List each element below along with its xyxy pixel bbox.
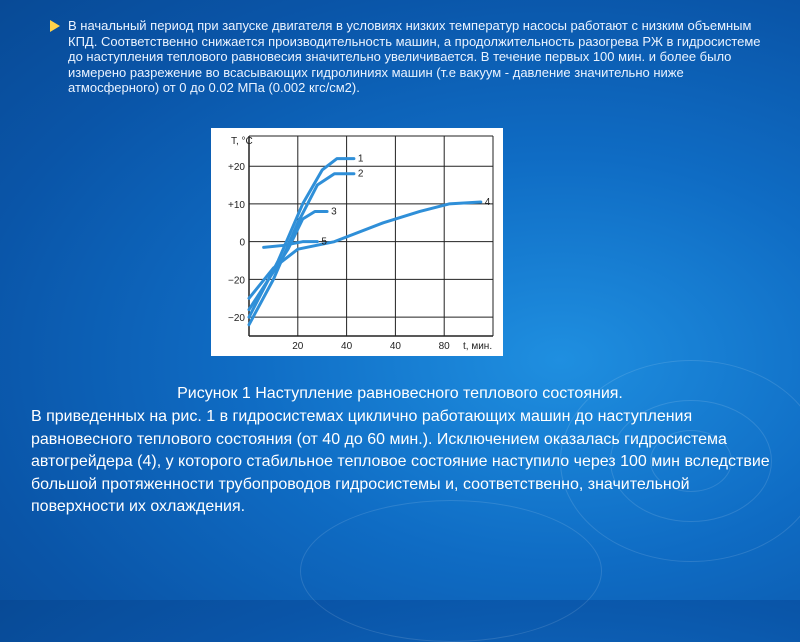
y-axis-label: T, °C xyxy=(231,136,253,147)
series-label-4: 4 xyxy=(484,197,491,209)
y-tick-label-1: +10 xyxy=(228,199,245,211)
body-text: В приведенных на рис. 1 в гидросистемах циклично работающих машин до наступления равновесного теплового состояния (от 40 до 60 мин.). Исключением оказалась гидросистема автогрейдера (4), у которого стабильное тепловое состояние наступило через 100 мин вследствие большой протяженности трубопроводов гидросистемы и, соответственно, значительной поверхности их охлаждения. xyxy=(31,408,770,515)
bullet-text: В начальный период при запуске двигателя в условиях низких температур насосы работают с низким объемным КПД. Соответственно снижается производительность машин, а продолжительность разогрева РЖ в гидросистеме до наступления теплового равновесия значительно увеличивается. В течение первых 100 мин. и более было измерено разрежение во всасывающих гидролиниях машин (т.е вакуум - давление значительно ниже атмосферного) от 0 до 0.02 МПа (0.002 кгс/см2). xyxy=(68,18,761,95)
y-tick-label-0: +20 xyxy=(228,162,245,174)
arrow-bullet-icon xyxy=(50,20,60,32)
y-tick-label-3: −20 xyxy=(228,275,245,287)
y-tick-label-4: −20 xyxy=(228,313,245,325)
chart-svg xyxy=(211,128,503,356)
x-axis-label: t, мин. xyxy=(463,341,493,352)
temperature-chart xyxy=(211,128,503,356)
ripple-4 xyxy=(300,500,602,642)
series-label-5: 5 xyxy=(321,236,327,248)
x-tick-label-2: 40 xyxy=(389,341,401,352)
x-tick-label-1: 40 xyxy=(341,341,353,352)
x-tick-label-0: 20 xyxy=(292,341,304,352)
series-label-2: 2 xyxy=(357,168,364,180)
x-tick-label-3: 80 xyxy=(438,341,450,352)
bullet-block xyxy=(68,18,768,96)
series-label-1: 1 xyxy=(357,153,364,165)
series-label-3: 3 xyxy=(331,206,337,218)
figure-caption: Рисунок 1 Наступление равновесного теплового состояния. xyxy=(177,385,623,402)
y-tick-label-2: 0 xyxy=(239,237,245,249)
